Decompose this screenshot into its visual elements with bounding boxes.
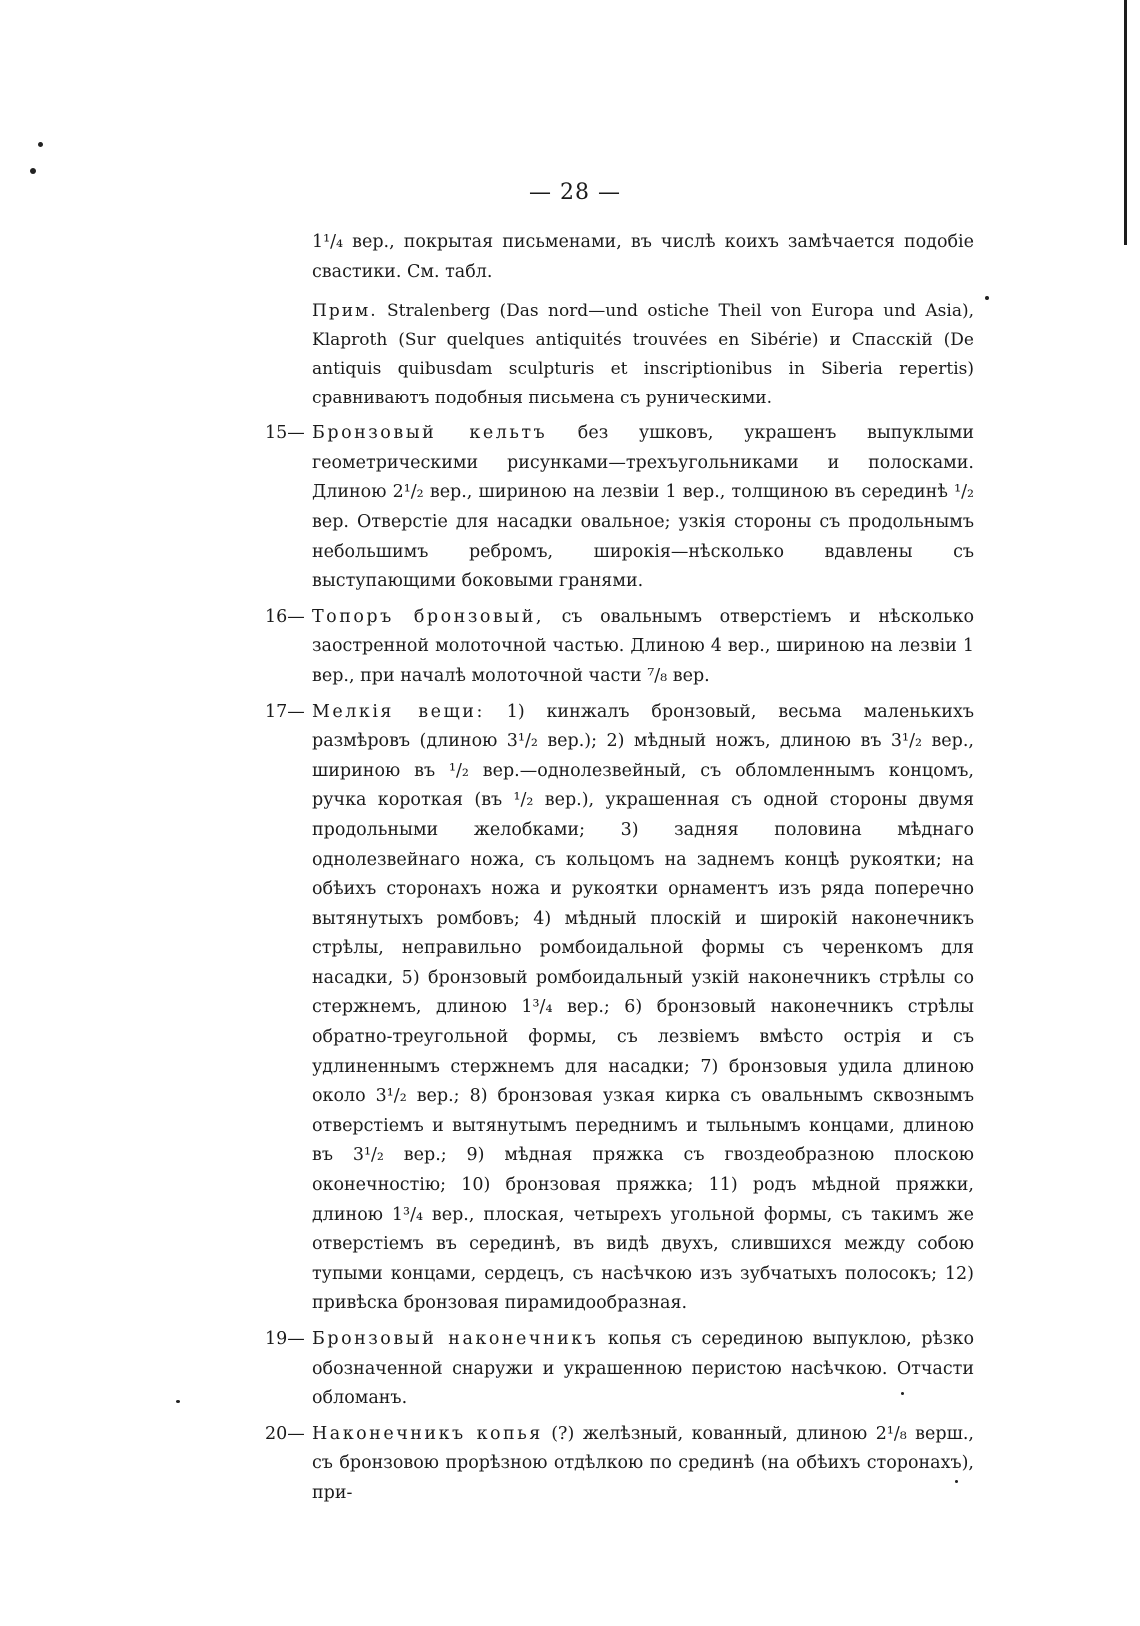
- note-text: Stralenberg (Das nord—und ostiche Theil von Europa und Asia), Klaproth (Sur quelques antiquités trouvées en Sibérie) и Спасскій (De antiquis quibusdam sculpturis et inscriptionibus in Siberia repertis) сравниваютъ подобныя письмена съ руническими.: [312, 301, 974, 409]
- entry-lead: Топоръ бронзовый,: [312, 606, 544, 627]
- entry-number: 16—: [265, 606, 305, 627]
- speck-mark: [176, 1400, 180, 1403]
- page-number: — 28 —: [529, 180, 621, 205]
- entry-number: 19—: [265, 1329, 305, 1349]
- entry-number: 15—: [265, 423, 305, 444]
- entry-text: съ овальнымъ отверстіемъ и нѣсколько заостренной молоточной частью. Длиною 4 вер., шириною на лезвіи 1 вер., при началѣ молоточной части ⁷/₈ вер.: [312, 606, 974, 686]
- speck-mark: [985, 296, 989, 300]
- entry-text: копья съ серединою выпуклою, рѣзко обозначенной снаружи и украшенною перистою насѣчкою. Отчасти обломанъ.: [312, 1329, 974, 1409]
- note-label: Прим.: [312, 301, 378, 322]
- entry-lead: Бронзовый кельтъ: [312, 423, 548, 444]
- entry-text: без ушковъ, украшенъ выпуклыми геометрическими рисунками—трехъугольниками и полосками. Длиною 2¹/₂ вер., шириною на лезвіи 1 вер., толщиною въ серединѣ ¹/₂ вер. Отверстіе для насадки овальное; узкія стороны съ продольнымъ небольшимъ ребромъ, широкія—нѣсколько вдавлены съ выступающими боковыми гранями.: [312, 423, 974, 592]
- note-paragraph: [312, 297, 974, 413]
- entry-number: 17—: [265, 701, 305, 722]
- entry: [265, 1325, 974, 1414]
- speck-mark: [30, 168, 36, 174]
- entry-text: 1) кинжалъ бронзовый, весьма маленькихъ размѣровъ (длиною 3¹/₂ вер.); 2) мѣдный ножъ, длиною въ 3¹/₂ вер., шириною въ ¹/₂ вер.—однолезвейный, съ обломленнымъ концомъ, ручка короткая (въ ¹/₂ вер.), украшенная съ одной стороны двумя продольными желобками; 3) задняя половина мѣднаго однолезвейнаго ножа, съ кольцомъ на заднемъ концѣ рукоятки; на обѣихъ сторонахъ ножа и рукоятки орнаментъ изъ ряда поперечно вытянутыхъ ромбовъ; 4) мѣдный плоскій и широкій наконечникъ стрѣлы, неправильно ромбоидальной формы съ черенкомъ для насадки, 5) бронзовый ромбоидальный узкій наконечникъ стрѣлы со стержнемъ, длиною 1³/₄ вер.; 6) бронзовый наконечникъ стрѣлы обратно-треугольной формы, съ лезвіемъ вмѣсто острія и съ удлиненнымъ стержнемъ для насадки; 7) бронзовыя удила длиною около 3¹/₂ вер.; 8) бронзовая узкая кирка съ овальнымъ сквознымъ отверстіемъ и вытянутымъ переднимъ и тыльнымъ концами, длиною въ 3¹/₂ вер.; 9) мѣдная пряжка съ гвоздеобразною плоскою оконечностію; 10) бронзовая пряжка; 11) родъ мѣдной пряжки, длиною 1³/₄ вер., плоская, четырехъ угольной формы, съ такимъ же отверстіемъ въ серединѣ, въ видѣ двухъ, слившихся между собою тупыми концами, сердецъ, съ насѣчкою изъ зубчатыхъ полосокъ; 12) привѣска бронзовая пирамидообразная.: [312, 701, 974, 1314]
- entry-number: 20—: [265, 1423, 305, 1444]
- entry-lead: Мелкія вещи:: [312, 701, 485, 722]
- page-body: [265, 228, 974, 1509]
- margin-rule: [1124, 0, 1127, 245]
- entry: [265, 698, 974, 1319]
- entry-lead: Бронзовый наконечникъ: [312, 1329, 599, 1349]
- intro-paragraph: 1¹/₄ вер., покрытая письменами, въ числѣ коихъ замѣчается подобіе свастики. См. табл.: [312, 232, 974, 282]
- speck-mark: [38, 142, 43, 147]
- entry-lead: Наконечникъ копья: [312, 1423, 543, 1444]
- entry: [265, 419, 974, 597]
- entry-text: (?) желѣзный, кованный, длиною 2¹/₈ верш., съ бронзовою прорѣзною отдѣлкою по срединѣ (на обѣихъ сторонахъ), при-: [312, 1423, 974, 1503]
- entry: [265, 603, 974, 692]
- entry: [265, 1420, 974, 1509]
